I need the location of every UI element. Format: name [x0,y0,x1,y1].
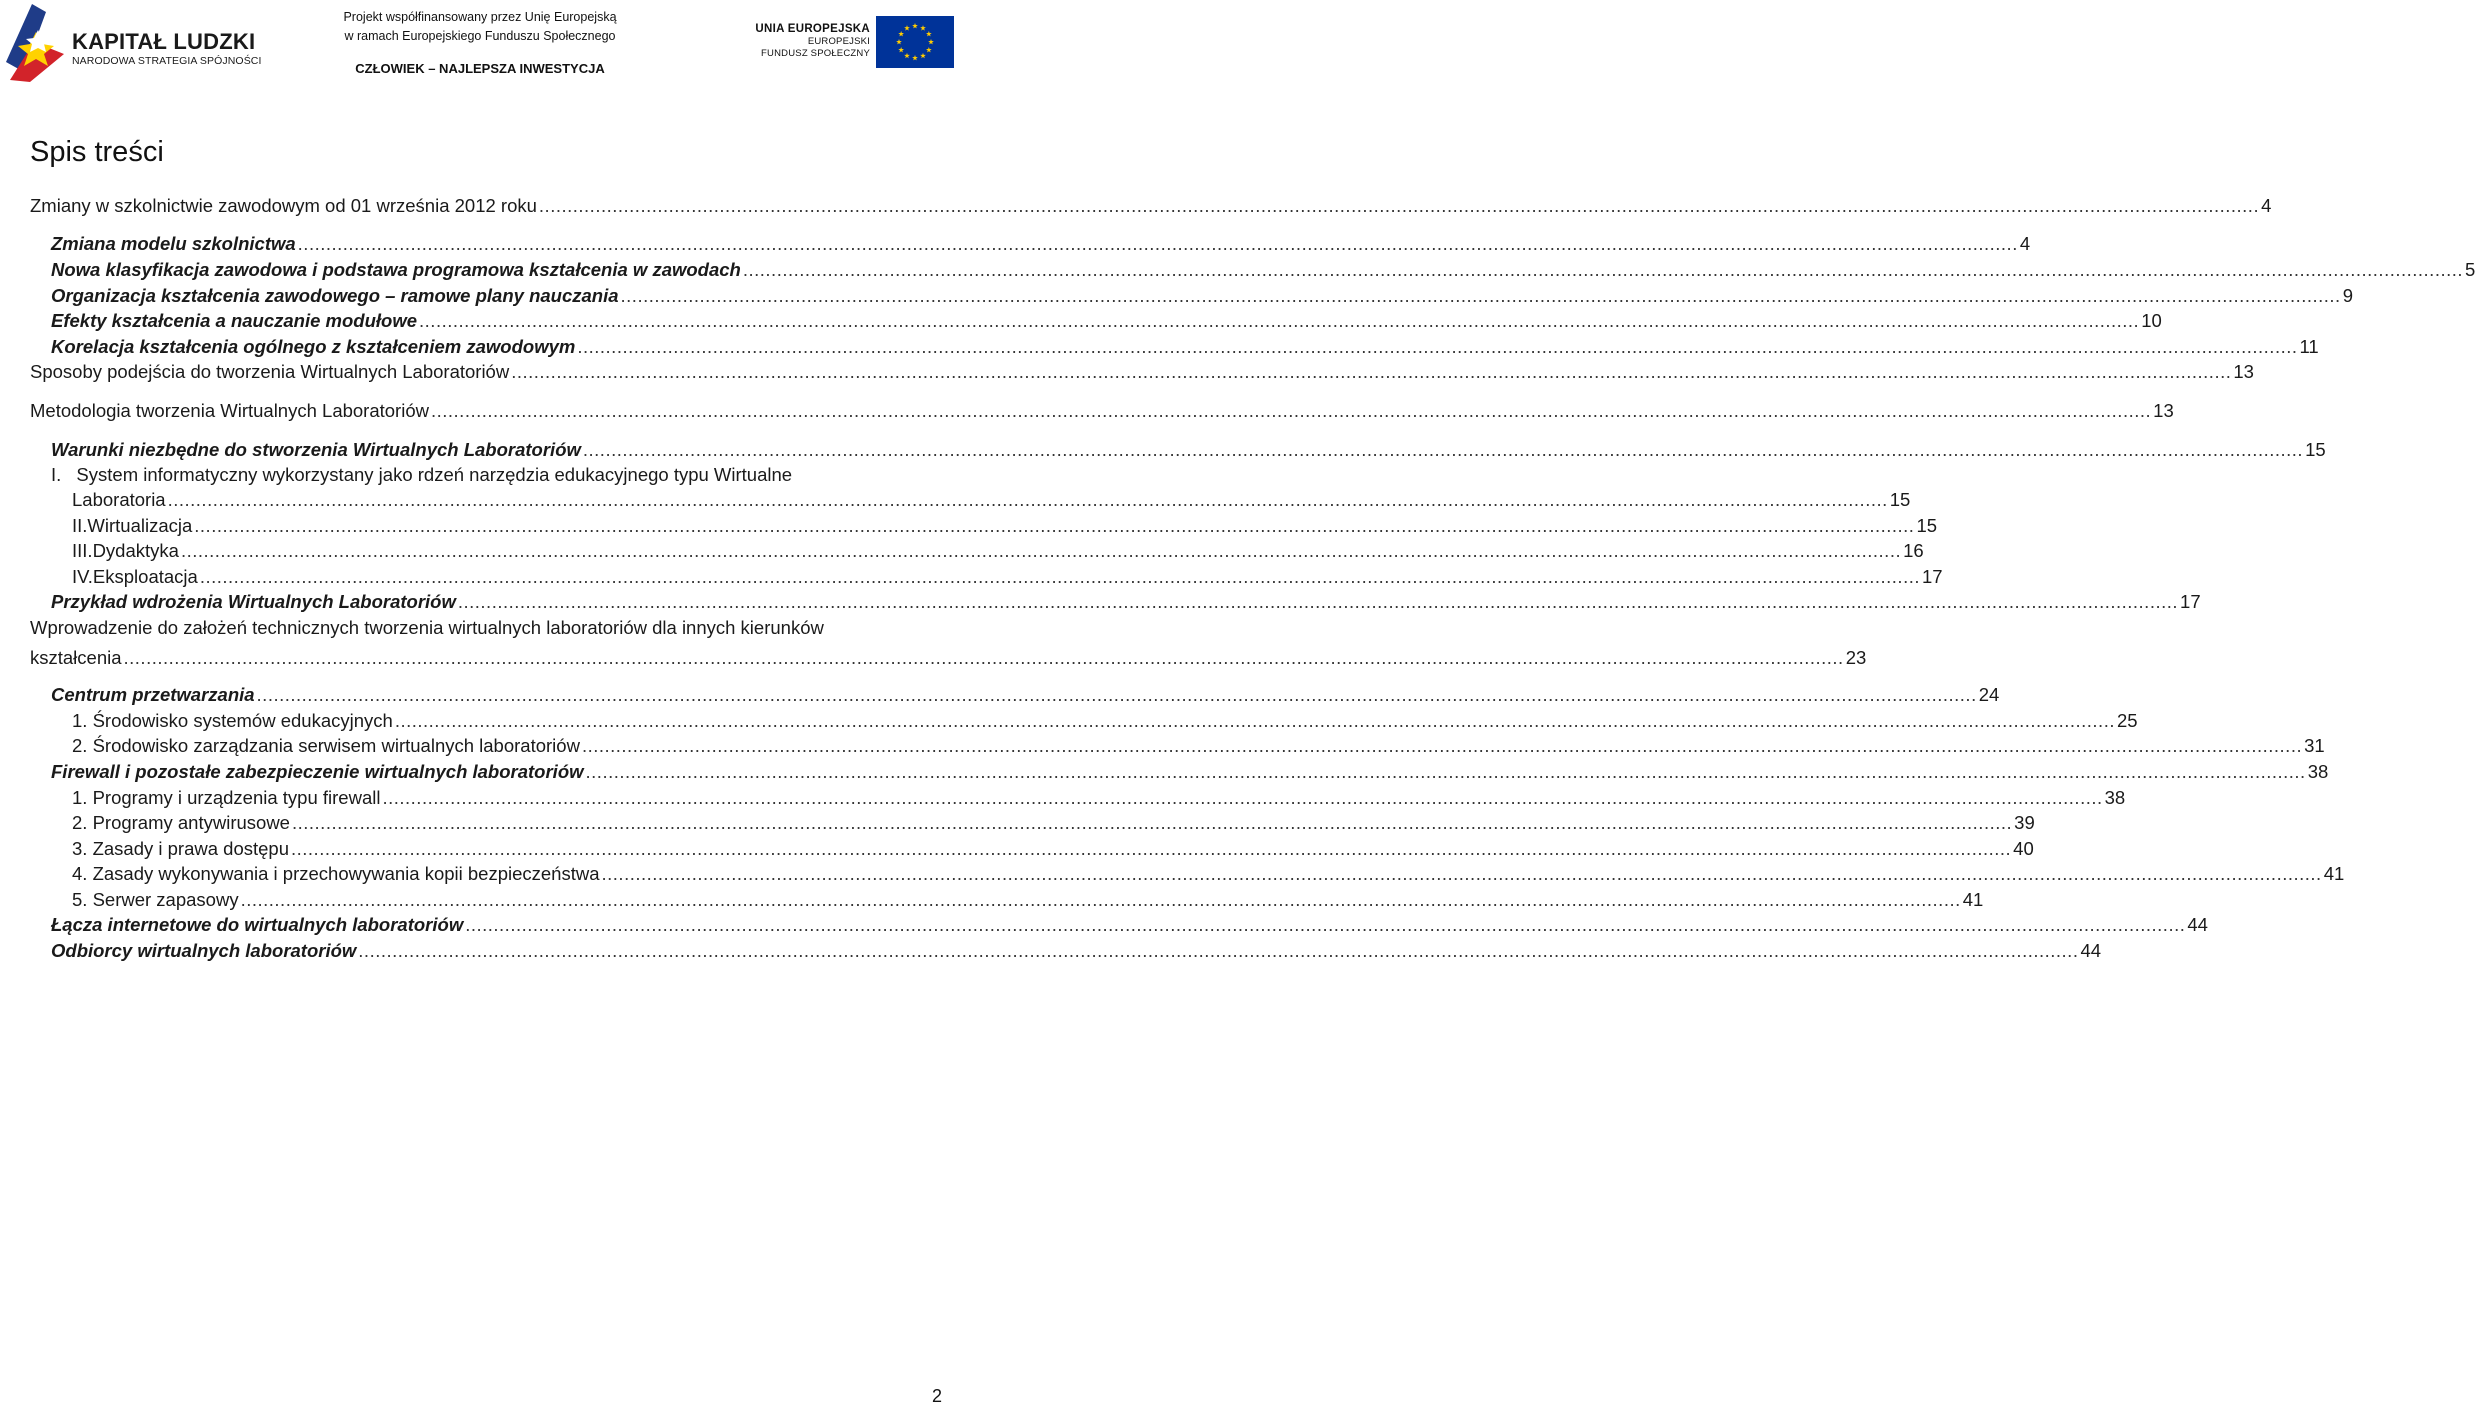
toc-entry-label: Zmiany w szkolnictwie zawodowym od 01 września 2012 roku [30,195,537,216]
toc-entry-page: 13 [2153,400,2174,421]
toc-entry[interactable] [72,862,2345,886]
toc-entry[interactable] [51,309,2162,333]
toc-entry[interactable] [51,683,2000,707]
toc-entry-page: 16 [1903,540,1924,561]
toc-entry-label: 1. Środowisko systemów edukacyjnych [72,710,393,731]
toc-leader-dots [181,539,1901,563]
toc-entry[interactable] [51,438,2326,462]
toc-leader-dots [257,683,1977,707]
toc-leader-dots [291,837,2011,861]
toc-entry-label: Przykład wdrożenia Wirtualnych Laboratoriów [51,591,456,612]
toc-entry-label: Łącza internetowe do wirtualnych laboratoriów [51,914,464,935]
funding-line-2: w ramach Europejskiego Funduszu Społecznego [344,29,616,43]
toc-leader-dots [124,646,1844,670]
eu-logo-line3: FUNDUSZ SPOŁECZNY [761,48,870,59]
kapital-ludzki-title: KAPITAŁ LUDZKI [72,29,256,54]
toc-entry-page: 25 [2116,710,2138,731]
toc-entry-page: 15 [2305,439,2326,460]
kapital-ludzki-subtitle: NARODOWA STRATEGIA SPÓJNOŚCI [72,55,262,67]
toc-entry[interactable] [30,194,2272,218]
toc-leader-dots [194,514,1914,538]
toc-entry[interactable] [51,760,2329,784]
toc-entry-label: 2. Środowisko zarządzania serwisem wirtualnych laboratoriów [72,735,580,756]
toc-entry-page: 4 [2019,233,2031,254]
toc-entry-label: Eksploatacja [92,566,198,587]
toc-entry-label: 4. Zasady wykonywania i przechowywania kopii bezpieczeństwa [72,863,600,884]
toc-entry[interactable] [72,837,2034,861]
toc-leader-dots [586,760,2306,784]
toc-entry-label: Organizacja kształcenia zawodowego – ramowe plany nauczania [51,285,619,306]
toc-entry-label: 5. Serwer zapasowy [72,889,239,910]
toc-entry-label: Efekty kształcenia a nauczanie modułowe [51,310,418,331]
toc-entry-label: Zmiana modelu szkolnictwa [51,233,296,254]
toc-entry-label: Wirtualizacja [87,515,193,536]
funding-slogan: CZŁOWIEK – NAJLEPSZA INWESTYCJA [355,61,605,76]
toc-entry-label: kształcenia [30,647,122,668]
toc-entry-page: 38 [2104,787,2126,808]
toc-entry-label: 1. Programy i urządzenia typu firewall [72,787,381,808]
toc-leader-dots [621,284,2341,308]
toc-leader-dots [395,709,2115,733]
eu-logo-line1: UNIA EUROPEJSKA [755,23,870,35]
toc-entry-page: 44 [2187,914,2208,935]
toc-entry-label-line1: System informatyczny wykorzystany jako rdzeń narzędzia edukacyjnego typu Wirtualne [76,464,793,485]
toc-leader-dots [539,194,2259,218]
toc-leader-dots [382,786,2102,810]
toc-entry[interactable] [72,811,2035,835]
toc-entry-label: Metodologia tworzenia Wirtualnych Laboratoriów [30,400,429,421]
toc-leader-dots [458,590,2178,614]
toc-entry[interactable] [51,232,2031,256]
toc-entry-page: 5 [2465,259,2475,280]
toc-entry-number: II. [72,515,88,536]
eu-logo-line2: EUROPEJSKI [807,36,870,47]
toc-entry[interactable] [72,786,2126,810]
toc-entry-page: 11 [2299,336,2319,357]
toc-entry-page: 41 [2323,863,2345,884]
toc-entry[interactable] [72,734,2325,758]
toc-entry-page: 38 [2307,761,2329,782]
toc-entry-page: 44 [2080,940,2102,961]
toc-entry-page: 41 [1962,889,1984,910]
toc-entry[interactable] [51,939,2102,963]
toc-entry-label: Nowa klasyfikacja zawodowa i podstawa programowa kształcenia w zawodach [51,259,741,280]
toc-entry-first-line[interactable] [51,463,792,487]
toc-entry-number: IV. [72,566,93,587]
toc-entry[interactable] [72,709,2138,733]
toc-leader-dots [582,734,2302,758]
toc-entry-label-line1: Wprowadzenie do założeń technicznych tworzenia wirtualnych laboratoriów dla innych kierunków [30,617,824,638]
toc-leader-dots [358,939,2078,963]
toc-entry[interactable] [30,646,1867,670]
toc-entry-page: 39 [2014,812,2035,833]
toc-entry-label: Dydaktyka [92,540,179,561]
toc-leader-dots [583,438,2303,462]
page-number: 2 [931,1386,942,1406]
toc-leader-dots [577,335,2297,359]
toc-entry-page: 13 [2233,361,2254,382]
toc-entry-label: Laboratoria [72,489,166,510]
toc-entry-page: 40 [2013,838,2034,859]
toc-leader-dots [292,811,2012,835]
toc-entry[interactable] [72,514,1938,538]
toc-entry-page: 9 [2342,285,2353,306]
toc-leader-dots [200,565,1920,589]
toc-leader-dots [602,862,2322,886]
toc-entry[interactable] [72,539,1924,563]
toc-entry-label: Centrum przetwarzania [51,684,255,705]
toc-leader-dots [511,360,2231,384]
toc-entry[interactable] [30,399,2174,423]
toc-entry[interactable] [72,565,1943,589]
toc-entry-label: Sposoby podejścia do tworzenia Wirtualnych Laboratoriów [30,361,510,382]
toc-entry-number: III. [72,540,93,561]
toc-entry-page: 24 [1978,684,2000,705]
toc-entry-label: 3. Zasady i prawa dostępu [72,838,289,859]
toc-entry-page: 15 [1916,515,1938,536]
toc-entry-number: I. [51,464,62,485]
toc-leader-dots [465,913,2185,937]
toc-entry-page: 23 [1845,647,1867,668]
toc-entry[interactable] [51,335,2319,359]
toc-entry[interactable] [51,258,2475,282]
toc-entry[interactable] [51,913,2208,937]
toc-entry[interactable] [72,888,1984,912]
toc-entry-page: 31 [2304,735,2325,756]
toc-leader-dots [431,399,2151,423]
toc-leader-dots [168,488,1888,512]
toc-entry-page: 17 [2180,591,2201,612]
toc-entry-page: 17 [1922,566,1943,587]
toc-title: Spis treści [30,136,164,168]
toc-entry-label: Firewall i pozostałe zabezpieczenie wirtualnych laboratoriów [51,761,584,782]
funding-line-1: Projekt współfinansowany przez Unię Europejską [343,10,617,24]
toc-entry[interactable] [51,590,2201,614]
toc-entry-label: Korelacja kształcenia ogólnego z kształceniem zawodowym [51,336,576,357]
toc-entry[interactable] [72,488,1911,512]
toc-entry[interactable] [30,360,2254,384]
toc-entry-page: 4 [2261,195,2272,216]
toc-entry-label: Odbiorcy wirtualnych laboratoriów [51,940,357,961]
toc-entry-page: 15 [1889,489,1911,510]
toc-leader-dots [298,232,2018,256]
toc-entry[interactable] [51,284,2353,308]
toc-entry-label: 2. Programy antywirusowe [72,812,290,833]
toc-leader-dots [419,309,2139,333]
toc-leader-dots [743,258,2463,282]
toc-leader-dots [241,888,1961,912]
toc-entry-page: 10 [2141,310,2162,331]
toc-entry-label: Warunki niezbędne do stworzenia Wirtualnych Laboratoriów [51,439,581,460]
toc-entry-first-line[interactable] [30,616,824,640]
